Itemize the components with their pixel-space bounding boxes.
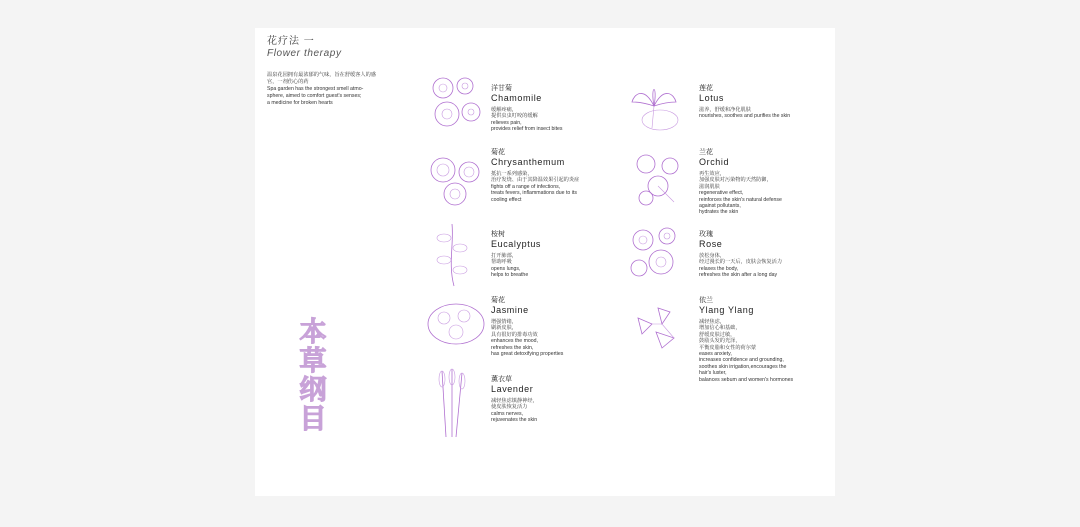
- flower-desc-line: cooling effect: [491, 196, 522, 203]
- flower-desc-line: 打开肺部，: [491, 253, 517, 259]
- flower-desc-line: 刷新皮肤，: [491, 325, 517, 332]
- flower-desc-line: refreshes the skin,: [491, 344, 534, 351]
- flower-name-en: Eucalyptus: [491, 239, 542, 249]
- vertical-title-char: 草: [299, 346, 327, 377]
- intro-title-en: Flower therapy: [267, 48, 342, 59]
- flower-desc-line: fights off a range of infections,: [491, 183, 561, 190]
- intro-title-cn: 花疗法 一: [267, 36, 315, 47]
- flower-desc-line: 平衡皮脂和女性的荷尔蒙: [699, 344, 757, 351]
- flower-name-cn: 桉树: [491, 231, 505, 238]
- flower-desc-line: has great detoxifying properties: [491, 351, 564, 358]
- flower-desc-line: regenerative effect,: [699, 190, 744, 197]
- flower-desc-line: provides relief from insect bites: [491, 126, 563, 133]
- flower-desc-line: nourishes, soothes and purifies the skin: [699, 113, 791, 120]
- flower-name-en: Chamomile: [491, 93, 542, 103]
- flower-chrysanthemum: [491, 148, 691, 203]
- flower-name-cn: 兰花: [699, 149, 713, 156]
- flower-desc-line: 治疗发烧、由于其降温效果引起的炎症: [491, 177, 580, 184]
- flower-desc-line: increases confidence and grounding,: [699, 357, 784, 364]
- flower-desc-line: reinforces the skin's natural defense: [699, 196, 782, 203]
- flower-name-en: Orchid: [699, 157, 730, 167]
- flower-desc-line: hair's luster,: [699, 370, 727, 377]
- flower-desc-line: 经过漫长的一天后，皮肤会恢复活力: [699, 259, 783, 266]
- flower-ylang-ylang: [699, 296, 899, 383]
- flower-desc-line: eases anxiety,: [699, 351, 732, 358]
- chamomile-illustration-icon: [425, 72, 485, 134]
- flower-desc-line: 抵抗一系列感染，: [491, 171, 533, 177]
- flower-desc-line: 加强皮肤对污染物的天然防御，: [699, 177, 772, 184]
- flower-desc-line: 具有很好的排毒功效: [491, 331, 538, 338]
- flower-desc-line: 使皮肤恢复活力: [491, 404, 528, 411]
- flower-desc-line: treats fevers, inflammations due to its: [491, 190, 577, 197]
- intro-desc-cn-line: 温泉花园拥有最浓郁的气味，旨在舒缓客人的感: [267, 72, 376, 78]
- flower-name-en: Lotus: [699, 93, 725, 103]
- flower-orchid: [699, 148, 899, 216]
- flower-name-cn: 莲花: [699, 85, 713, 92]
- intro-block: [267, 32, 417, 107]
- flower-desc-line: relaxes the body,: [699, 265, 739, 272]
- flower-desc-line: balances sebum and women's hormones: [699, 376, 794, 383]
- flower-desc-line: helps to breathe: [491, 272, 529, 279]
- flower-desc-line: 鼓励头发的光泽，: [699, 338, 741, 345]
- intro-desc-cn-line: 官，一剂伤心的药: [267, 79, 309, 85]
- flower-desc-line: 增加信心和基础，: [699, 325, 741, 332]
- flower-name-en: Rose: [699, 239, 723, 249]
- eucalyptus-illustration-icon: [432, 220, 472, 290]
- flower-name-cn: 菊花: [491, 149, 505, 156]
- flower-name-cn: 菊花: [491, 297, 505, 304]
- flower-desc-line: 提供虫虫叮咬的缓解: [491, 113, 538, 120]
- flower-desc-line: 滋养，舒缓和净化肌肤: [699, 107, 751, 113]
- flower-name-cn: 依兰: [699, 297, 713, 304]
- flower-desc-line: 增强情绪，: [491, 319, 517, 325]
- flower-name-en: Ylang Ylang: [699, 305, 754, 315]
- flower-desc-line: hydrates the skin: [699, 209, 739, 216]
- flower-desc-line: 放松身体，: [699, 253, 725, 259]
- vertical-title-char: 目: [299, 404, 327, 435]
- flower-name-cn: 玫瑰: [699, 231, 713, 238]
- flower-desc-line: refreshes the skin after a long day: [699, 272, 778, 279]
- flower-rose: [699, 230, 899, 279]
- flower-lotus: [699, 84, 899, 120]
- vertical-title-char: 本: [299, 317, 327, 348]
- flower-desc-line: 缓解疼痛，: [491, 107, 517, 113]
- flower-desc-line: relieves pain,: [491, 119, 522, 126]
- flower-desc-line: soothes skin irrigation,encourages the: [699, 363, 787, 370]
- flower-desc-line: 再生效应，: [699, 171, 725, 177]
- flower-name-cn: 薰衣草: [491, 376, 512, 383]
- flower-jasmine: [491, 296, 691, 357]
- vertical-title-char: 纲: [299, 375, 327, 406]
- intro-desc-en-line: sphere, aimed to comfort guest's senses;: [267, 93, 362, 99]
- flower-desc-line: 舒缓皮肤过敏，: [699, 331, 736, 338]
- intro-desc-en-line: Spa garden has the strongest smell atmo-: [267, 86, 364, 92]
- flower-desc-line: 滋润肌肤: [699, 183, 720, 190]
- flower-desc-line: enhances the mood,: [491, 338, 539, 345]
- flower-desc-line: 减轻焦虑，: [699, 319, 725, 325]
- intro-desc-en-line: a medicine for broken hearts: [267, 100, 333, 106]
- flower-eucalyptus: [491, 230, 691, 279]
- flower-desc-line: 减轻焦虑镇静神经，: [491, 398, 538, 404]
- flower-name-en: Chrysanthemum: [491, 157, 565, 167]
- flower-desc-line: rejuvenates the skin: [491, 417, 538, 424]
- chrysanthemum-illustration-icon: [425, 150, 487, 210]
- lavender-illustration-icon: [430, 365, 474, 440]
- flower-desc-line: 帮助呼吸: [491, 259, 512, 266]
- vertical-title: [298, 318, 328, 434]
- flower-desc-line: against pollutants,: [699, 203, 741, 210]
- flower-desc-line: opens lungs,: [491, 265, 521, 272]
- flower-chamomile: [491, 84, 691, 133]
- flower-desc-line: calms nerves,: [491, 410, 523, 417]
- jasmine-illustration-icon: [424, 296, 490, 354]
- flower-name-cn: 洋甘菊: [491, 85, 512, 92]
- flower-name-en: Jasmine: [491, 305, 529, 315]
- intro-desc-cn: [267, 72, 417, 86]
- intro-desc-en: [267, 86, 417, 107]
- flower-name-en: Lavender: [491, 384, 534, 394]
- flower-lavender: [491, 375, 691, 424]
